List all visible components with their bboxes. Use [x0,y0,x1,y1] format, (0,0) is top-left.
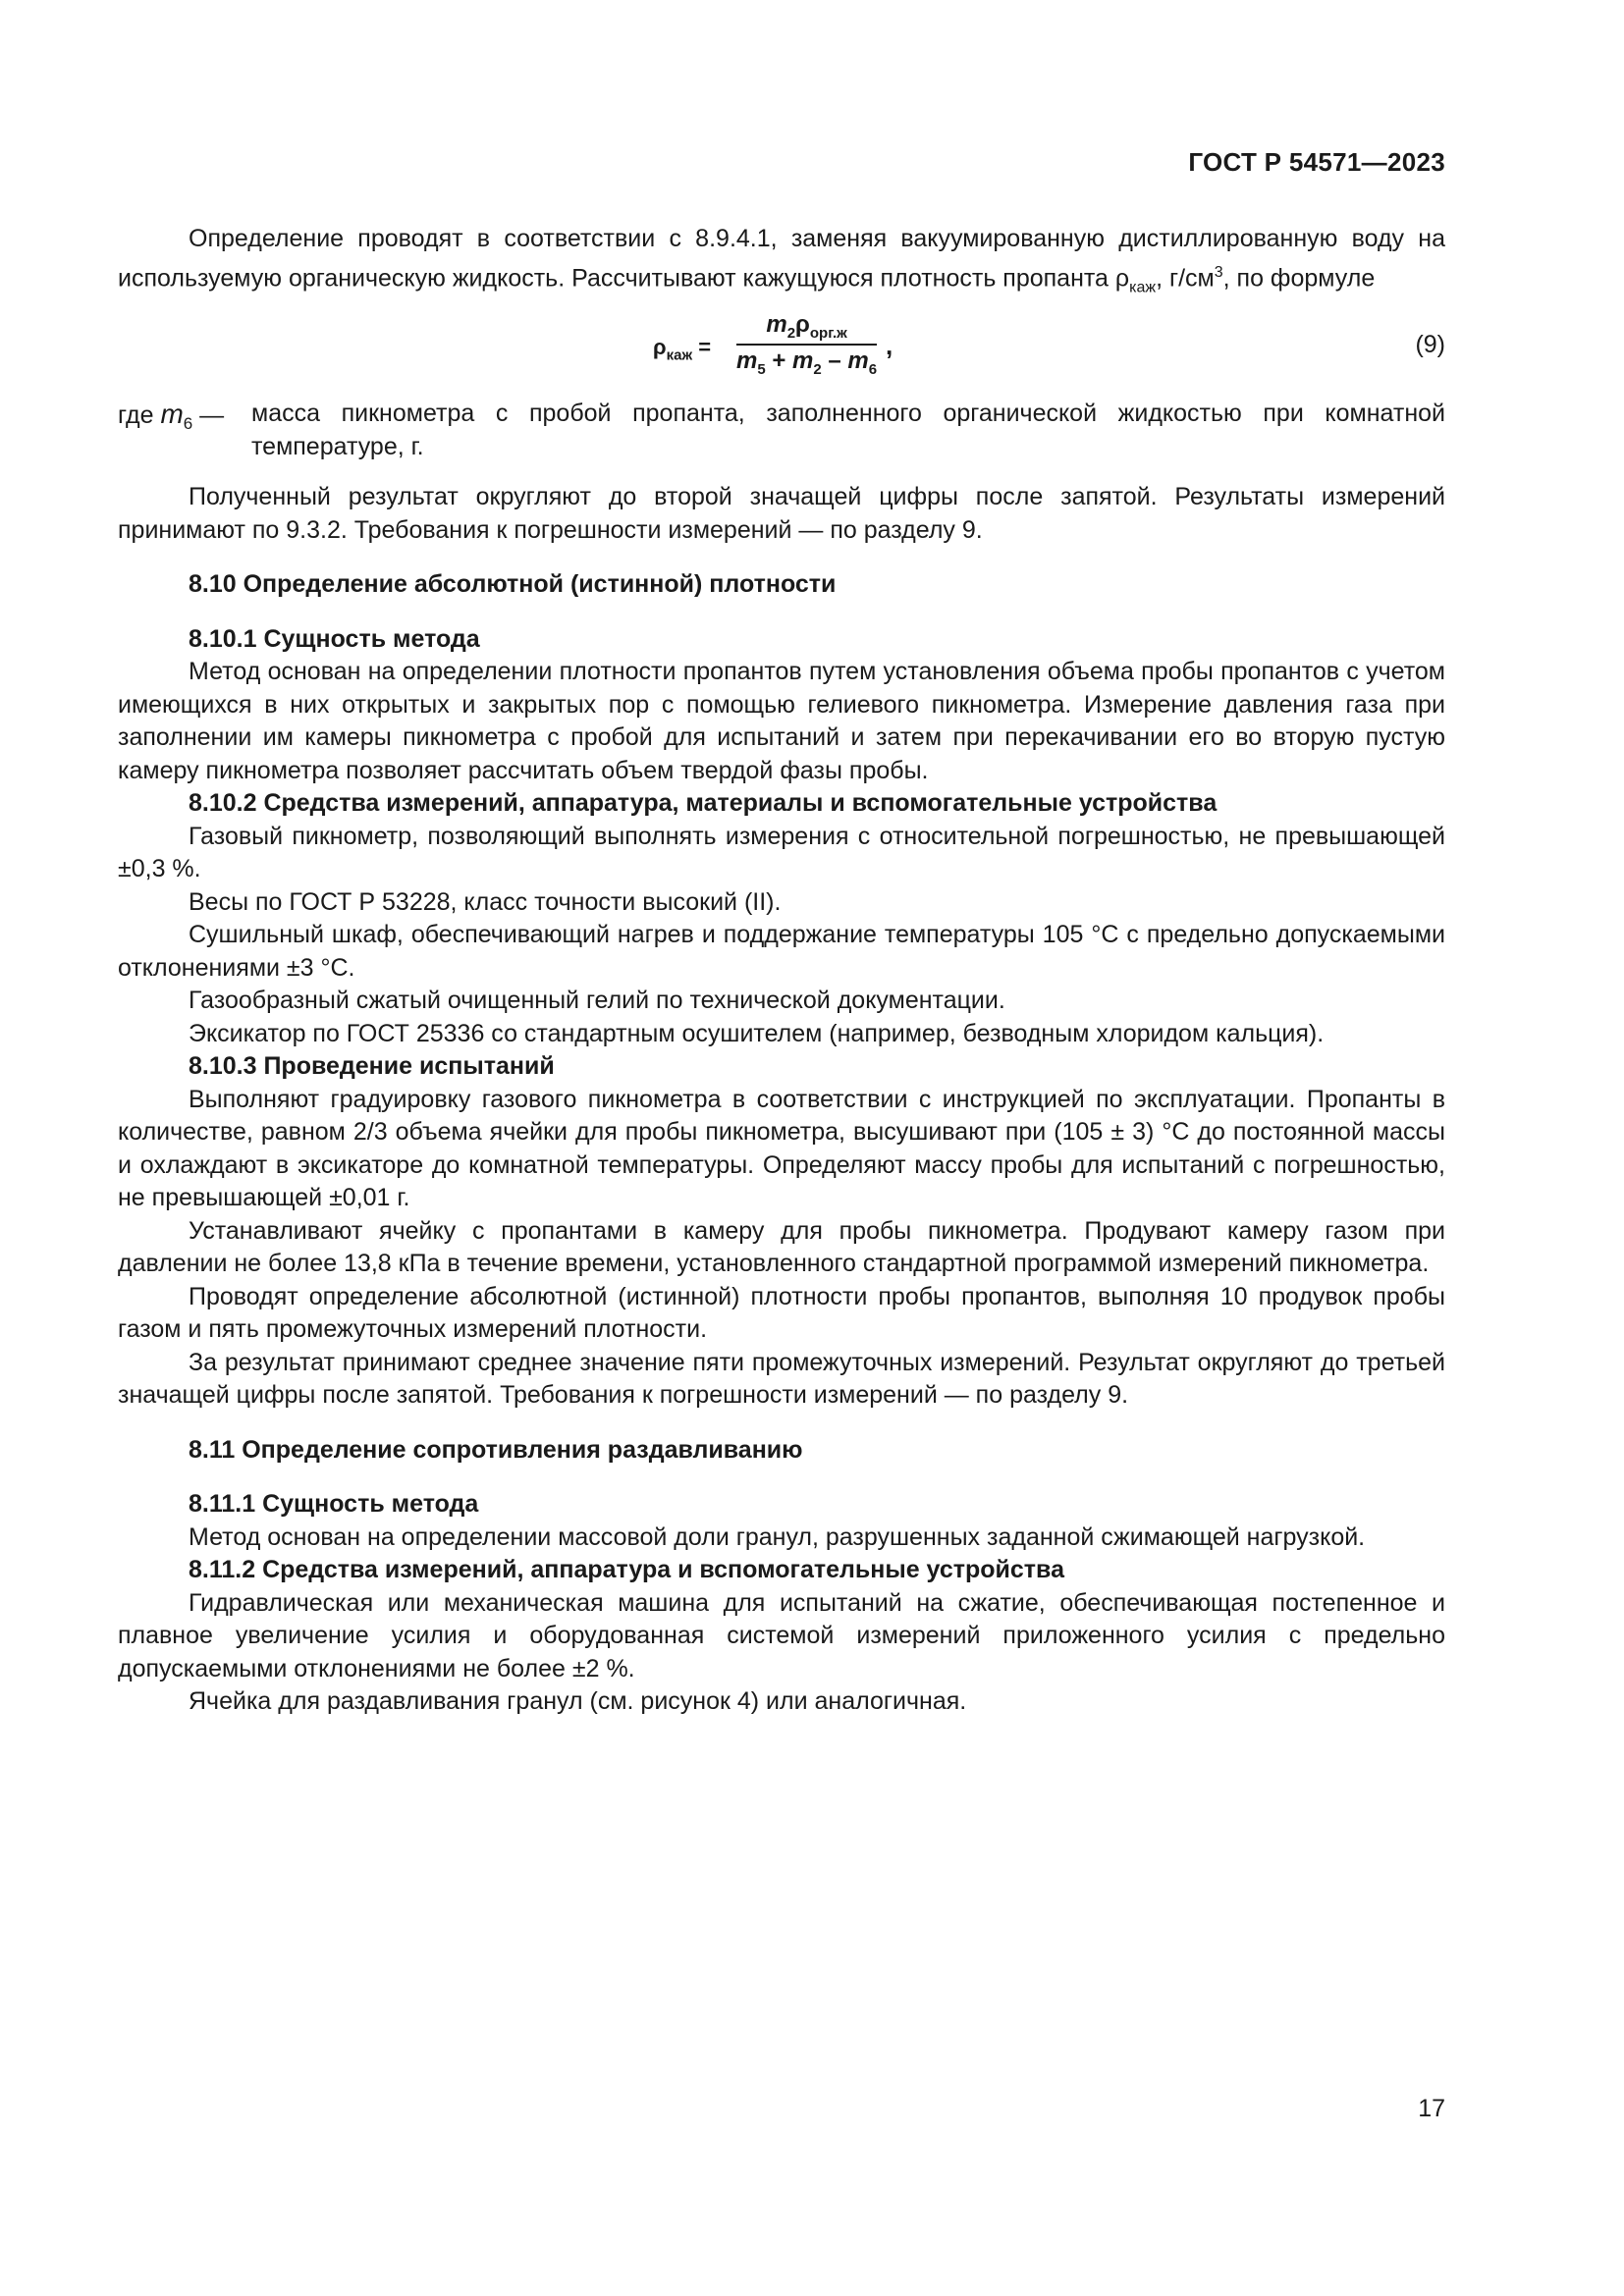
paragraph-calibration: Выполняют градуировку газового пикнометра в соответствии с инструкцией по эксплуатации. Пропанты в количестве, равном 2/3 объема ячейки для пробы пикнометра, высушивают при (105 ± 3) °С до постоянной массы и охлаждают в эксикаторе до комнатной температуры. Определяют массу пробы для испытаний с погрешностью, не превышающей ±0,01 г. [118,1085,1445,1212]
den-m2-sub: 2 [813,360,822,378]
den-m6: m [847,347,869,375]
formula-numerator [736,311,877,346]
where-word: где [118,401,161,430]
den-plus: + [765,347,793,375]
where-text: масса пикнометра с пробой пропанта, заполненного органической жидкостью при комнатной температуре, г. [251,400,1445,460]
where-label [118,398,251,463]
section-8-10-3-heading: 8.10.3 Проведение испытаний [189,1052,555,1081]
num-rho: ρ [795,311,810,339]
page-number: 17 [1418,2095,1445,2122]
formula-lhs [653,335,711,363]
document-body [118,223,1445,1719]
paragraph-press: Гидравлическая или механическая машина для испытаний на сжатие, обеспечивающая постепенное и плавное увеличение усилия и оборудованная системой измерений приложенного усилия с предельно допускаемыми отклонениями не более ±2 %. [118,1588,1445,1682]
paragraph-helium: Газообразный сжатый очищенный гелий по технической документации. [189,987,1005,1015]
where-dash: — [192,401,225,430]
den-m5-sub: 5 [757,360,766,378]
intro-paragraph [118,223,1445,303]
formula-fraction [736,311,877,378]
den-m5: m [736,347,758,375]
num-rho-sub: орг.ж [809,325,847,343]
intro-text-c: , по формуле [1222,263,1376,292]
section-8-11-1-text: Метод основан на определении массовой доли гранул, разрушенных заданной сжимающей нагрузкой. [189,1522,1366,1551]
paragraph-desiccator: Эксикатор по ГОСТ 25336 со стандартным осушителем (например, безводным хлоридом кальция). [189,1019,1325,1047]
formula-equals: = [692,335,712,360]
intro-rho-sub: каж [1129,278,1157,295]
paragraph-purge: Устанавливают ячейку с пропантами в камеру для пробы пикнометра. Продувают камеру газом при давлении не более 13,8 кПа в течение времени, установленного стандартной программой измерений пикнометра. [118,1216,1445,1278]
paragraph-oven: Сушильный шкаф, обеспечивающий нагрев и поддержание температуры 105 °С с предельно допускаемыми отклонениями ±3 °С. [118,921,1445,982]
paragraph-pycnometer: Газовый пикнометр, позволяющий выполнять измерения с относительной погрешностью, не превышающей ±0,3 %. [118,822,1445,883]
section-8-10-title: 8.10 Определение абсолютной (истинной) плотности [189,570,837,599]
where-m: m [160,399,184,430]
formula-comma: , [886,331,893,361]
where-sub: 6 [183,414,193,434]
intro-text-b: , г/см [1156,263,1215,292]
section-8-10-1-heading: 8.10.1 Сущность метода [189,624,480,653]
den-m2: m [792,347,814,375]
intro-rho: ρ [1114,263,1130,292]
section-8-11-title: 8.11 Определение сопротивления раздавливанию [189,1435,803,1464]
num-m-sub: 2 [786,325,796,343]
document-header: ГОСТ Р 54571—2023 [1188,147,1445,177]
section-8-11-1-heading: 8.11.1 Сущность метода [189,1490,479,1519]
paragraph-scales: Весы по ГОСТ Р 53228, класс точности высокий (II). [189,887,782,916]
den-m6-sub: 6 [868,360,878,378]
num-m: m [766,311,787,339]
section-8-10-1-text: Метод основан на определении плотности пропантов путем установления объема пробы пропантов с учетом имеющихся в них открытых и закрытых пор с помощью гелиевого пикнометра. Измерение давления газа при заполнении им камеры пикнометра с пробой для испытаний и затем при перекачивании его во вторую пустую камеру пикнометра позволяет рассчитать объем твердой фазы пробы. [118,658,1445,784]
paragraph-result: За результат принимают среднее значение пяти промежуточных измерений. Результат округляют до третьей значащей цифры после запятой. Требования к погрешности измерений — по разделу 9. [118,1348,1445,1410]
intro-sup: 3 [1214,263,1223,281]
intro-text-a: Определение проводят в соответствии с 8.9.4.1, заменяя вакуумированную дистиллированную воду на используемую органическую жидкость. Рассчитывают кажущуюся плотность пропанта [118,225,1445,292]
section-8-11-2-heading: 8.11.2 Средства измерений, аппаратура и вспомогательные устройства [189,1556,1064,1584]
where-definition [118,398,1445,463]
formula-denominator [736,346,877,378]
paragraph-rounding: Полученный результат округляют до второй значащей цифры после запятой. Результаты измерений принимают по 9.3.2. Требования к погрешности измерений — по разделу 9. [118,483,1445,544]
formula-lhs-sub: каж [666,347,693,364]
section-8-10-2-heading: 8.10.2 Средства измерений, аппаратура, материалы и вспомогательные устройства [189,789,1218,818]
paragraph-measurement: Проводят определение абсолютной (истинной) плотности пробы пропантов, выполняя 10 продувок пробы газом и пять промежуточных измерений плотности. [118,1282,1445,1344]
paragraph-cell: Ячейка для раздавливания гранул (см. рисунок 4) или аналогичная. [189,1687,967,1716]
formula-lhs-rho: ρ [653,335,667,360]
formula-number: (9) [1415,331,1445,359]
formula-9 [118,311,1445,388]
den-minus: – [821,347,848,375]
